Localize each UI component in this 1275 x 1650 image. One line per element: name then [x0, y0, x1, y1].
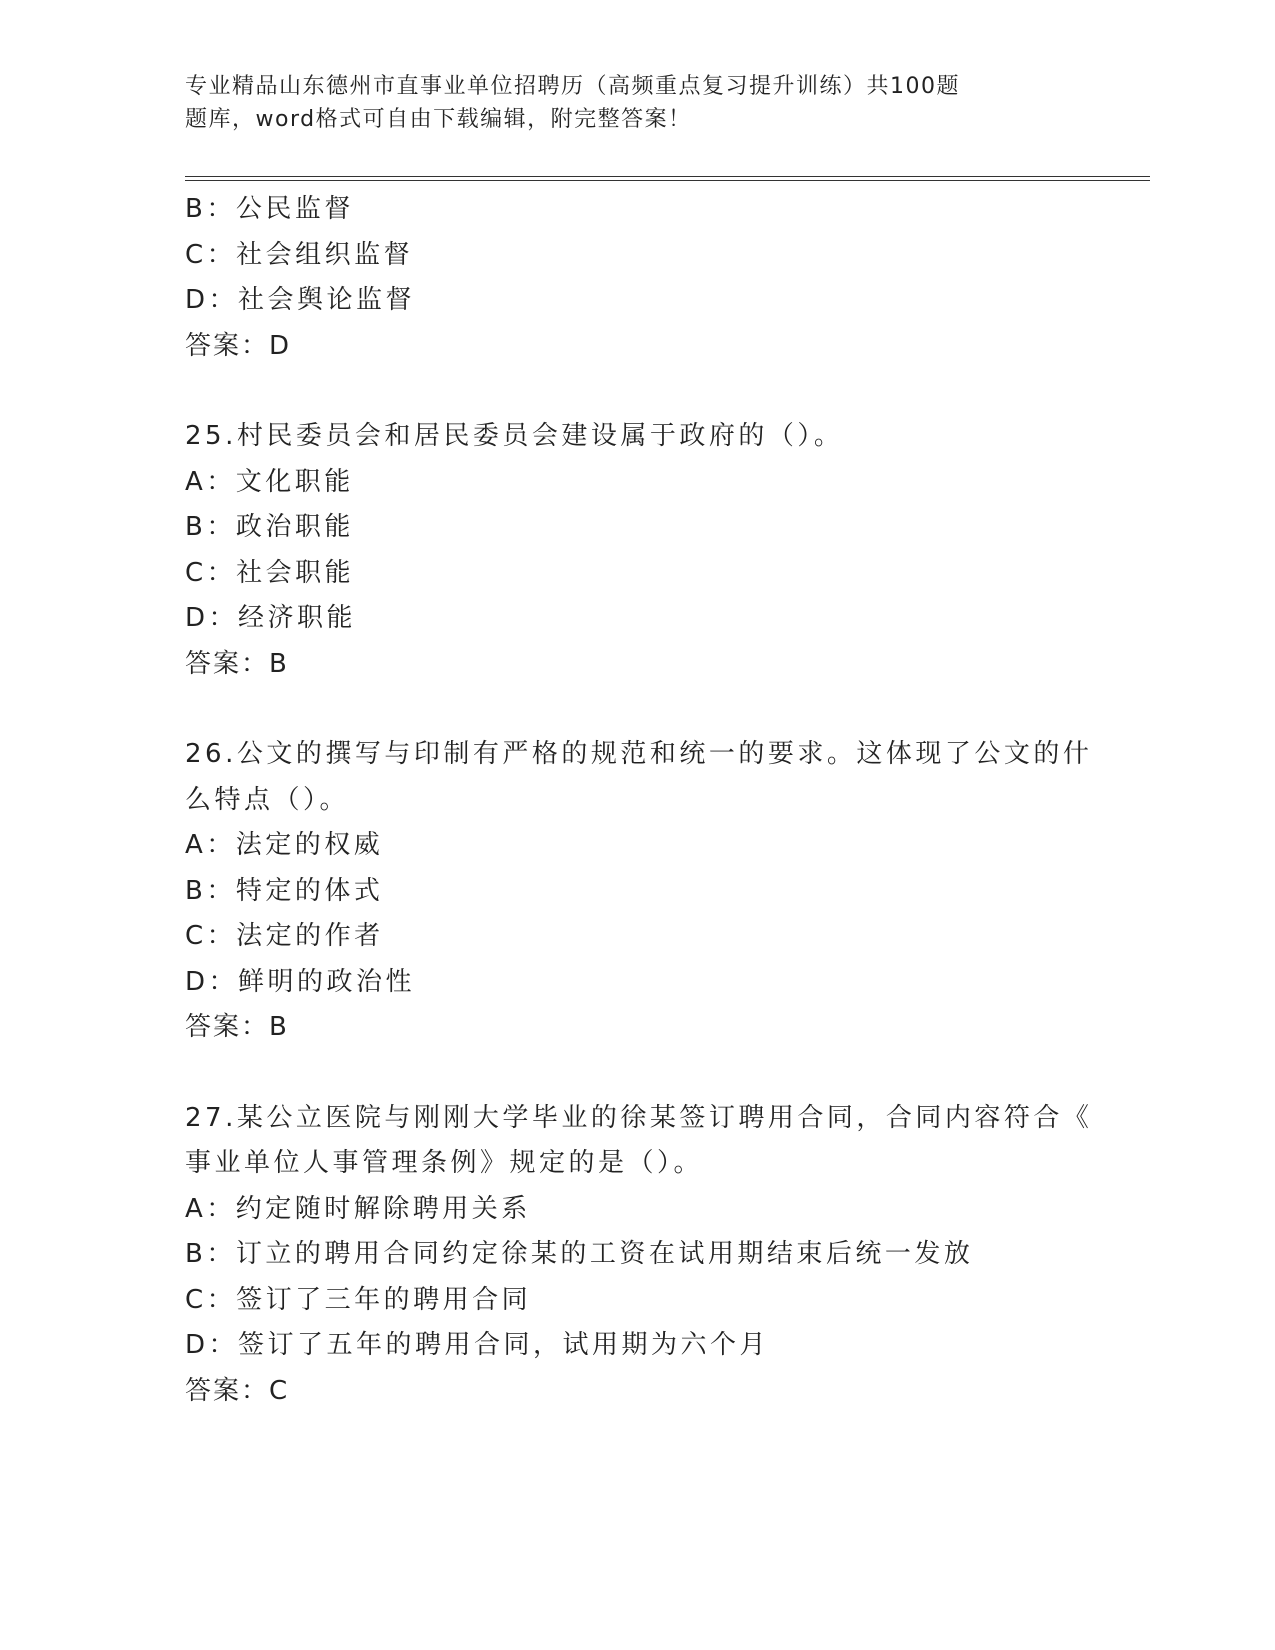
option-d: D：社会舆论监督 — [185, 285, 416, 315]
option-c: C：社会职能 — [185, 557, 355, 588]
question-text: 25.村民委员会和居民委员会建设属于政府的（）。 — [185, 421, 844, 451]
answer-line: 答案：B — [185, 1012, 289, 1042]
option-b: B：政治职能 — [185, 512, 354, 542]
document-body — [185, 187, 1093, 1414]
question-24-continued — [185, 187, 1085, 369]
question-text-cont: 事业单位人事管理条例》规定的是（）。 — [185, 1148, 704, 1178]
question-25 — [185, 414, 1085, 687]
answer-line: 答案：B — [185, 648, 289, 679]
option-b: B：公民监督 — [185, 194, 354, 224]
question-text-cont: 么特点（）。 — [185, 784, 350, 815]
header-line-1: 专业精品山东德州市直事业单位招聘历（高频重点复习提升训练）共100题 — [185, 74, 960, 99]
option-a: A：法定的权威 — [185, 830, 384, 860]
question-27 — [185, 1096, 1093, 1415]
option-a: A：文化职能 — [185, 466, 354, 497]
option-b: B：特定的体式 — [185, 875, 384, 906]
option-b: B：订立的聘用合同约定徐某的工资在试用期结束后统一发放 — [185, 1239, 974, 1269]
option-d: D：鲜明的政治性 — [185, 966, 416, 997]
header-line-2: 题库，word格式可自由下载编辑，附完整答案！ — [185, 107, 692, 132]
question-text: 27.某公立医院与刚刚大学毕业的徐某签订聘用合同，合同内容符合《 — [185, 1102, 1093, 1133]
document-header — [185, 70, 1025, 136]
option-a: A：约定随时解除聘用关系 — [185, 1193, 531, 1224]
question-text: 26.公文的撰写与印制有严格的规范和统一的要求。这体现了公文的什 — [185, 739, 1093, 769]
header-divider — [185, 176, 1150, 181]
answer-line: 答案：C — [185, 1375, 290, 1406]
question-26 — [185, 732, 1093, 1051]
option-d: D：签订了五年的聘用合同，试用期为六个月 — [185, 1330, 770, 1360]
option-d: D：经济职能 — [185, 603, 357, 633]
answer-line: 答案：D — [185, 330, 292, 361]
option-c: C：签订了三年的聘用合同 — [185, 1284, 532, 1315]
option-c: C：社会组织监督 — [185, 239, 414, 270]
option-c: C：法定的作者 — [185, 921, 384, 951]
